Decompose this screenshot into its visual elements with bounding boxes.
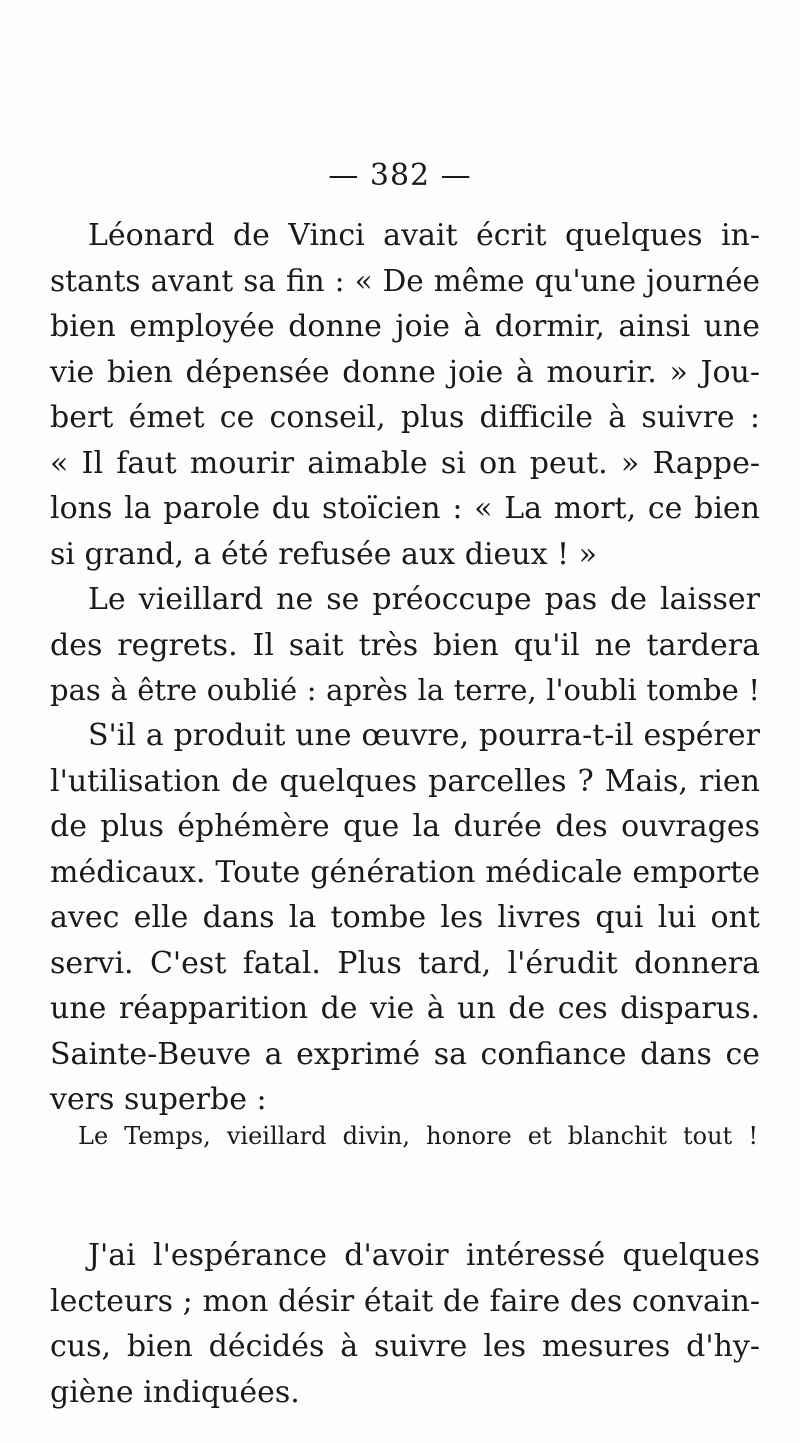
text-line: lons la parole du stoïcien : « La mort, ce bien — [50, 491, 760, 526]
text-line: lecteurs ; mon désir était de faire des convain- — [50, 1283, 760, 1319]
text-line: J'ai l'espérance d'avoir intéressé quelques — [88, 1238, 760, 1273]
text-line: de plus éphémère que la durée des ouvrages — [50, 809, 760, 844]
text-line: stants avant sa fin : « De même qu'une journée — [50, 263, 760, 298]
paragraph-4 — [50, 1233, 760, 1415]
text-line: Le vieillard ne se préoccupe pas de laisser — [88, 582, 760, 617]
text-line: servi. C'est fatal. Plus tard, l'érudit donnera — [50, 945, 760, 981]
verse-quote: Le Temps, vieillard divin, honore et blanchit tout ! — [78, 1122, 758, 1150]
page-number: — 382 — — [328, 158, 472, 193]
text-line: vie bien dépensée donne joie à mourir. » Jou- — [50, 354, 760, 390]
text-line: « Il faut mourir aimable si on peut. » Rappe- — [50, 445, 760, 481]
text-line: Léonard de Vinci avait écrit quelques in- — [88, 218, 760, 253]
text-line: cus, bien décidés à suivre les mesures d'hy- — [50, 1329, 760, 1364]
text-line: Sainte-Beuve a exprimé sa confiance dans ce — [50, 1036, 760, 1072]
text-line: avec elle dans la tombe les livres qui lui ont — [50, 900, 760, 935]
text-line: une réapparition de vie à un de ces disparus. — [50, 991, 760, 1026]
text-line: si grand, a été refusée aux dieux ! » — [50, 536, 597, 572]
text-line: l'utilisation de quelques parcelles ? Mais, rien — [50, 763, 760, 799]
text-line: bert émet ce conseil, plus difficile à suivre : — [50, 400, 760, 435]
text-line: S'il a produit une œuvre, pourra-t-il espérer — [88, 718, 760, 753]
text-line: médicaux. Toute génération médicale emporte — [50, 854, 760, 890]
text-line: des regrets. Il sait très bien qu'il ne tardera — [50, 627, 760, 663]
text-line: bien employée donne joie à dormir, ainsi une — [50, 309, 760, 344]
text-line: giène indiquées. — [50, 1374, 300, 1410]
paragraph-1 — [50, 213, 760, 577]
paragraph-3 — [50, 713, 760, 1123]
paragraph-2 — [50, 577, 760, 714]
text-line: pas à être oublié : après la terre, l'oubli tombe ! — [50, 673, 760, 707]
text-line: vers superbe : — [50, 1082, 267, 1117]
